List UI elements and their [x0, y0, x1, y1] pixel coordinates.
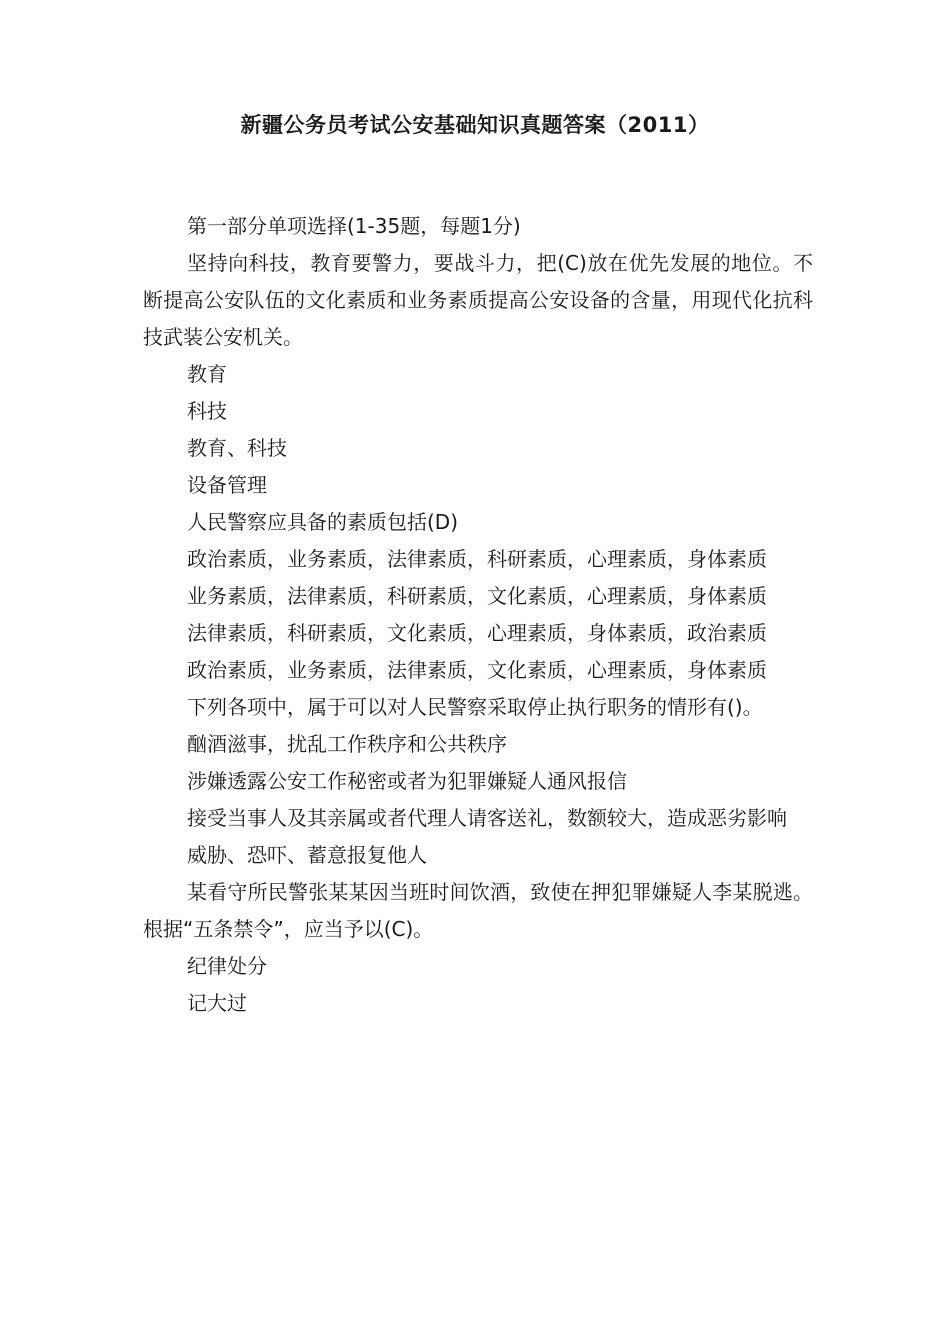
question-1: 坚持向科技，教育要警力，要战斗力，把(C)放在优先发展的地位。不断提高公安队伍的文化素质和业务素质提高公安设备的含量，用现代化抗科技武装公安机关。 [143, 251, 813, 349]
question-1-option-a: 教育 [187, 362, 227, 386]
question-1-option-b: 科技 [187, 399, 227, 423]
question-3-option-b: 涉嫌透露公安工作秘密或者为犯罪嫌疑人通风报信 [187, 769, 627, 793]
question-4-option-a: 纪律处分 [187, 954, 267, 978]
question-1-option-c: 教育、科技 [187, 436, 287, 460]
question-1-option-d: 设备管理 [187, 473, 267, 497]
question-3-option-a: 酗酒滋事，扰乱工作秩序和公共秩序 [187, 732, 507, 756]
question-3-option-d: 威胁、恐吓、蓄意报复他人 [187, 843, 427, 867]
question-2-option-c: 法律素质，科研素质，文化素质，心理素质，身体素质，政治素质 [187, 621, 767, 645]
section-heading: 第一部分单项选择(1-35题，每题1分) [187, 214, 521, 238]
question-2-option-d: 政治素质，业务素质，法律素质，文化素质，心理素质，身体素质 [187, 658, 767, 682]
document-title: 新疆公务员考试公安基础知识真题答案（2011） [240, 113, 710, 137]
question-2-option-a: 政治素质，业务素质，法律素质，科研素质，心理素质，身体素质 [187, 547, 767, 571]
question-4-option-b: 记大过 [187, 991, 247, 1015]
question-3-option-c: 接受当事人及其亲属或者代理人请客送礼，数额较大，造成恶劣影响 [187, 806, 787, 830]
question-4: 某看守所民警张某某因当班时间饮酒，致使在押犯罪嫌疑人李某脱逃。根据“五条禁令”，应当予以(C)。 [143, 880, 813, 941]
document-body [143, 208, 813, 1022]
question-3: 下列各项中，属于可以对人民警察采取停止执行职务的情形有()。 [187, 695, 763, 719]
question-2: 人民警察应具备的素质包括(D) [187, 510, 459, 534]
question-2-option-b: 业务素质，法律素质，科研素质，文化素质，心理素质，身体素质 [187, 584, 767, 608]
